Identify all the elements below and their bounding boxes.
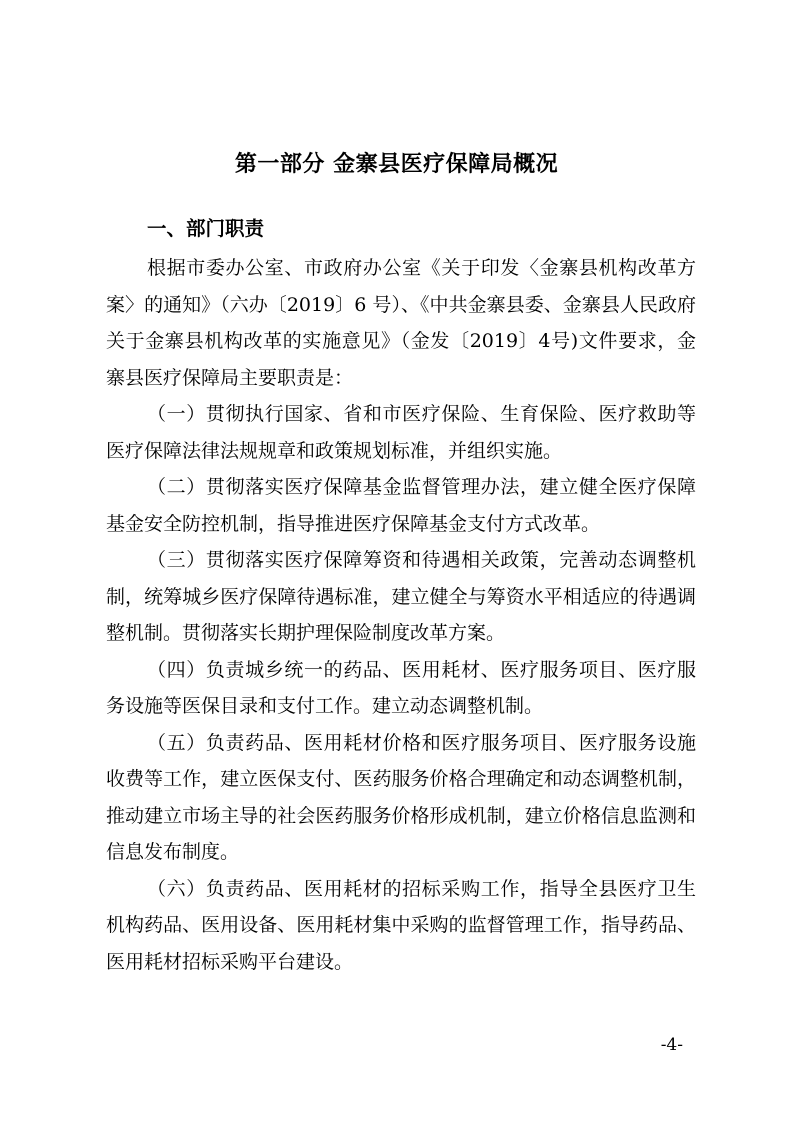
page-title: 第一部分 金寨县医疗保障局概况: [234, 152, 559, 177]
paragraph-duty-2: （二）贯彻落实医疗保障基金监督管理办法，建立健全医疗保障基金安全防控机制，指导推进医疗保障基金支付方式改革。: [106, 476, 696, 535]
paragraph-duty-5: （五）负责药品、医用耗材价格和医疗服务项目、医疗服务设施收费等工作，建立医保支付、医药服务价格合理确定和动态调整机制，推动建立市场主导的社会医药服务价格形成机制，建立价格信息监测和信息发布制度。: [106, 731, 696, 863]
paragraph-duty-6: （六）负责药品、医用耗材的招标采购工作，指导全县医疗卫生机构药品、医用设备、医用耗材集中采购的监督管理工作，指导药品、医用耗材招标采购平台建设。: [106, 877, 696, 973]
paragraph-duty-3: （三）贯彻落实医疗保障筹资和待遇相关政策，完善动态调整机制，统筹城乡医疗保障待遇标准，建立健全与筹资水平相适应的待遇调整机制。贯彻落实长期护理保险制度改革方案。: [106, 549, 696, 644]
section-heading: 一、部门职责: [147, 217, 265, 240]
page-number: -4-: [660, 1035, 683, 1055]
paragraph-duty-4: （四）负责城乡统一的药品、医用耗材、医疗服务项目、医疗服务设施等医保目录和支付工作。建立动态调整机制。: [106, 658, 696, 717]
body-text: [106, 250, 696, 980]
paragraph-duty-1: （一）贯彻执行国家、省和市医疗保险、生育保险、医疗救助等医疗保障法律法规规章和政策规划标准，并组织实施。: [106, 403, 696, 462]
paragraph-intro: 根据市委办公室、市政府办公室《关于印发〈金寨县机构改革方案〉的通知》（六办〔2019〕6 号）、《中共金寨县委、金寨县人民政府关于金寨县机构改革的实施意见》（金发〔2019〕4号)文件要求，金寨县医疗保障局主要职责是：: [106, 257, 696, 389]
